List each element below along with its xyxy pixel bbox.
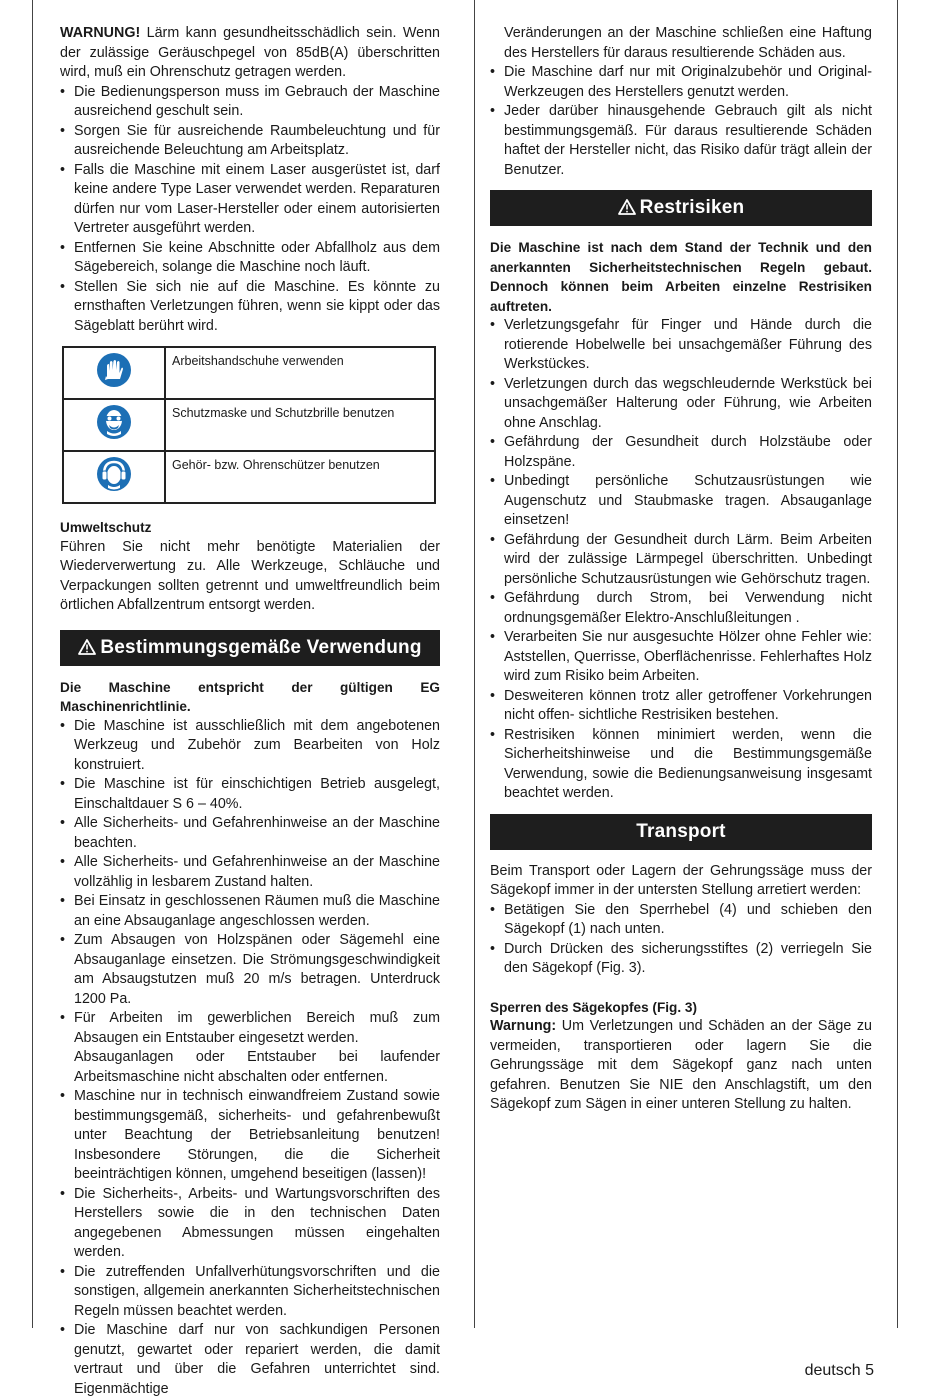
list-item: • Entfernen Sie keine Abschnitte oder Abfallholz aus dem Sägebereich, solange die Maschine noch läuft. (60, 239, 440, 278)
transport-text: Beim Transport oder Lagern der Gehrungssäge muss der Sägekopf immer in der untersten Stellung arretiert werden: (490, 862, 872, 898)
intended-use-list (60, 717, 440, 1049)
transport-list (490, 901, 872, 979)
warning-icon (78, 639, 96, 655)
table-row (63, 451, 435, 503)
list-item: • Gefährdung durch Strom, bei Verwendung nicht ordnungsgemäßer Elektro-Anschlußleitungen . (490, 589, 872, 628)
column-rule-middle (474, 0, 475, 1328)
list-item: • Falls die Maschine mit einem Laser ausgerüstet ist, darf keine andere Type Laser verwendet werden. Reparaturen dürfen nur vom Laser-Hersteller oder einem autorisierten Vertreter ausgeführt werden. (60, 161, 440, 239)
intended-use-lead: Die Maschine entspricht der gültigen EG Maschinenrichtlinie. (60, 679, 440, 714)
warning-label: Warnung: (490, 1018, 557, 1034)
table-row (63, 399, 435, 451)
list-item: • Die Bedienungsperson muss im Gebrauch der Maschine ausreichend geschult sein. (60, 83, 440, 122)
transport-heading (490, 814, 872, 850)
lock-paragraph (490, 1017, 872, 1115)
list-item: • Gefährdung der Gesundheit durch Holzstäube oder Holzspäne. (490, 433, 872, 472)
list-item: • Stellen Sie sich nie auf die Maschine. Es könnte zu ernsthaften Verletzungen führen, wenn sie kippt oder das Sägeblatt berührt wird. (60, 278, 440, 337)
pictogram-cell (63, 451, 165, 503)
pictogram-cell (63, 347, 165, 399)
pictogram-label: Arbeitshandschuhe verwenden (165, 347, 435, 399)
list-item: • Jeder darüber hinausgehende Gebrauch gilt als nicht bestimmungsgemäß. Für daraus resultierende Schäden haftet der Hersteller nicht, das Risiko dafür trägt allein der Benutzer. (490, 102, 872, 180)
list-item: • Restrisiken können minimiert werden, wenn die Sicherheitshinweise und die Bestimmungsgemäße Verwendung, sowie die Bedienungsanweisung insgesamt beachtet werden. (490, 726, 872, 804)
list-item: • Verletzungsgefahr für Finger und Hände durch die rotierende Hobelwelle bei unsachgemäßer Führung des Werkstückes. (490, 316, 872, 375)
pictogram-label: Schutzmaske und Schutzbrille benutzen (165, 399, 435, 451)
noise-warning (60, 24, 440, 83)
list-item: • Verarbeiten Sie nur ausgesuchte Hölzer ohne Fehler wie: Aststellen, Querrisse, Oberflächenrisse. Fehlerhaftes Holz wird zum Risiko beim Arbeiten. (490, 628, 872, 687)
list-item: • Desweiteren können trotz aller getroffener Vorkehrungen nicht offen- sichtliche Restrisiken bestehen. (490, 687, 872, 726)
list-item: • Die Maschine ist für einschichtigen Betrieb ausgelegt, Einschaltdauer S 6 – 40%. (60, 775, 440, 814)
list-item: • Maschine nur in technisch einwandfreiem Zustand sowie bestimmungsgemäß, sicherheits- und gefahrenbewußt unter Beachtung der Betriebsanleitung benutzen! Insbesondere Störungen, die die Sicherheit beeinträchtigen können, umgehend beseitigen (lassen)! (60, 1087, 440, 1185)
column-rule-left (32, 0, 33, 1328)
intended-use-list-3 (490, 63, 872, 180)
list-item: • Verletzungen durch das wegschleudernde Werkstück bei unsachgemäßer Halterung oder Führung, wie Arbeiten ohne Anschlag. (490, 375, 872, 434)
list-item: • Für Arbeiten im gewerblichen Bereich muß zum Absaugen ein Entstauber eingesetzt werden. (60, 1009, 440, 1048)
face-mask-goggles-icon (96, 404, 132, 440)
environment-text: Führen Sie nicht mehr benötigte Materialien der Wiederverwertung zu. Alle Werkzeuge, Schläuche und Verpackungen sollten getrennt und umweltfreundlich beim örtlichen Abfallzentrum entsorgt werden. (60, 538, 440, 613)
list-item: • Bei Einsatz in geschlossenen Räumen muß die Maschine an eine Absauganlage angeschlossen werden. (60, 892, 440, 931)
warning-text: Lärm kann gesundheitsschädlich sein. Wenn der zulässige Geräuschpegel von 85dB(A) überschritten wird, muß ein Ohrenschutz getragen werden. (60, 25, 440, 80)
safety-list-1 (60, 83, 440, 337)
intended-use-list-2 (60, 1087, 440, 1399)
pictogram-table (62, 346, 436, 504)
list-item: • Betätigen Sie den Sperrhebel (4) und schieben den Sägekopf (1) nach unten. (490, 901, 872, 940)
intended-use-heading (60, 630, 440, 666)
list-continuation: Veränderungen an der Maschine schließen eine Haftung des Herstellers für daraus resultierende Schäden aus. (504, 25, 872, 61)
list-item: • Die zutreffenden Unfallverhütungsvorschriften und die sonstigen, allgemein anerkannten Sicherheitstechnischen Regeln müssen beachtet werden. (60, 1263, 440, 1322)
ear-protection-icon (96, 456, 132, 492)
list-item: • Alle Sicherheits- und Gefahrenhinweise an der Maschine vollzählig in lesbarem Zustand halten. (60, 853, 440, 892)
list-item: • Die Maschine darf nur mit Originalzubehör und Original-Werkzeugen des Herstellers genutzt werden. (490, 63, 872, 102)
section-title: Bestimmungsgemäße Verwendung (100, 636, 422, 658)
gloves-icon (96, 352, 132, 388)
section-title: Transport (636, 820, 726, 842)
list-item: • Zum Absaugen von Holzspänen oder Sägemehl eine Absauganlage einsetzen. Die Strömungsgeschwindigkeit am Absaugstutzen muß 20 m/s betragen. Unterdruck 1200 Pa. (60, 931, 440, 1009)
residual-risks-heading (490, 190, 872, 226)
list-item: • Sorgen Sie für ausreichende Raumbeleuchtung und für ausreichende Beleuchtung am Arbeitsplatz. (60, 122, 440, 161)
left-column (60, 24, 440, 1399)
list-continuation: Absauganlagen oder Entstauber bei laufender Arbeitsmaschine nicht abschalten oder entfernen. (74, 1049, 440, 1085)
list-item: • Gefährdung der Gesundheit durch Lärm. Beim Arbeiten wird der zulässige Lärmpegel überschritten. Unbedingt persönliche Schutzausrüstungen wie Gehörschutz tragen. (490, 531, 872, 590)
residual-risks-lead: Die Maschine ist nach dem Stand der Technik und den anerkannten Sicherheitstechnischen Regeln gebaut. Dennoch können beim Arbeiten einzelne Restrisiken auftreten. (490, 240, 872, 314)
pictogram-cell (63, 399, 165, 451)
list-item: • Die Maschine darf nur von sachkundigen Personen genutzt, gewartet oder repariert werden, die damit vertraut und über die Gefahren unterrichtet sind. Eigenmächtige (60, 1321, 440, 1399)
lock-text: Um Verletzungen und Schäden an der Säge zu vermeiden, transportieren oder lagern Sie die Gehrungssäge mit dem Sägekopf ganz nach unten gefahren. Benutzen Sie NIE den Anschlagstift, um den Sägekopf zum Sägen in einer unteren Stellung zu halten. (490, 1018, 872, 1112)
warning-icon (618, 199, 636, 215)
right-column (490, 24, 872, 1115)
list-item: • Alle Sicherheits- und Gefahrenhinweise an der Maschine beachten. (60, 814, 440, 853)
residual-risks-list (490, 316, 872, 804)
environment-heading: Umweltschutz (60, 520, 152, 535)
pictogram-label: Gehör- bzw. Ohrenschützer benutzen (165, 451, 435, 503)
list-item: • Die Maschine ist ausschließlich mit dem angebotenen Werkzeug und Zubehör zum Bearbeiten von Holz konstruiert. (60, 717, 440, 776)
page-footer: deutsch 5 (804, 1362, 874, 1379)
section-title: Restrisiken (639, 197, 745, 218)
table-row (63, 347, 435, 399)
list-item: • Unbedingt persönliche Schutzausrüstungen wie Augenschutz und Staubmaske tragen. Absauganlage einsetzen! (490, 472, 872, 531)
column-rule-right (897, 0, 898, 1328)
lock-heading: Sperren des Sägekopfes (Fig. 3) (490, 999, 697, 1015)
warning-label: WARNUNG! (60, 25, 141, 41)
list-item: • Durch Drücken des sicherungsstiftes (2) verriegeln Sie den Sägekopf (Fig. 3). (490, 940, 872, 979)
list-item: • Die Sicherheits-, Arbeits- und Wartungsvorschriften des Herstellers sowie die in den technischen Daten angegebenen Abmessungen müssen eingehalten werden. (60, 1185, 440, 1263)
